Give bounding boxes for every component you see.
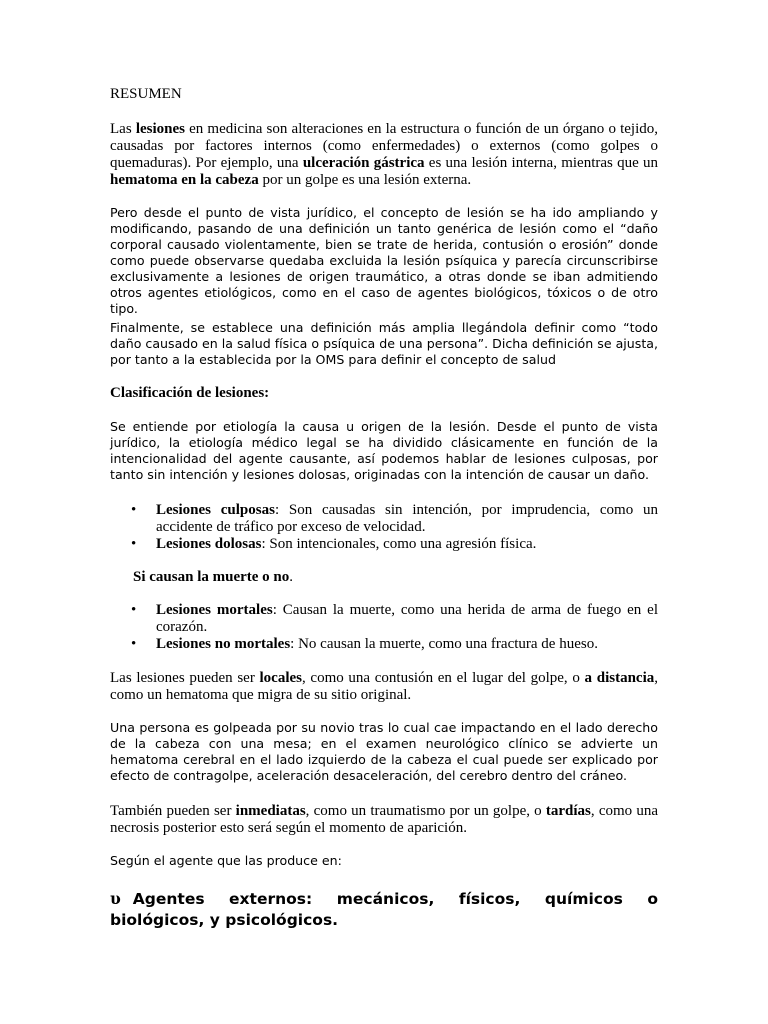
bold-term: locales [259,670,302,686]
bullet-icon: • [131,502,137,518]
text-run: Las lesiones pueden ser [110,670,260,686]
list-item [110,502,658,536]
bold-term: Lesiones culposas [156,502,275,518]
external-agents-text: Agentes externos: mecánicos, físicos, químicos o biológicos, y psicológicos. [110,890,658,929]
upsilon-bullet-icon: υ [110,889,121,908]
text-run: por un golpe es una lesión externa. [258,172,472,188]
timing-paragraph [110,803,658,837]
bullet-icon: • [131,636,137,652]
list-item [110,602,658,636]
text-run: , como un traumatismo por un golpe, o [305,803,546,819]
bold-term: Lesiones dolosas [156,536,262,552]
list-item-text: : Son causadas sin intención, por imprudencia, como un accidente de tráfico por exceso de velocidad. [156,502,658,535]
bold-term: hematoma en la cabeza [110,172,259,188]
text-run: es una lesión interna, mientras que un [424,155,659,171]
etiology-paragraph: Se entiende por etiología la causa u origen de la lesión. Desde el punto de vista jurídico, la etiología médico legal se ha dividido clásicamente en función de la intencionalidad del agente causante, así podemos hablar de lesiones culposas, por tanto sin intención y lesiones dolosas, originadas con la intención de causar un daño. [110,419,658,482]
bold-term: Lesiones no mortales [156,636,291,652]
intro-paragraph [110,121,658,189]
text-run: También pueden ser [110,803,236,819]
list-item-text: : Son intencionales, como una agresión física. [261,536,537,552]
mortality-list [110,602,658,653]
bold-term: tardías [545,803,591,819]
bullet-icon: • [131,602,137,618]
list-item-text: : Causan la muerte, como una herida de arma de fuego en el corazón. [156,602,658,635]
location-paragraph [110,670,658,704]
text-run: Las [110,121,136,137]
agent-intro-paragraph: Según el agente que las produce en: [110,853,342,868]
bold-term: a distancia [584,670,655,686]
case-example-paragraph: Una persona es golpeada por su novio tras lo cual cae impactando en el lado derecho de la cabeza con una mesa; en el examen neurológico clínico se advierte un hematoma cerebral en el lado izquierdo de la cabeza el cual puede ser explicado por efecto de contragolpe, aceleración desaceleración, del cerebro dentro del cráneo. [110,720,658,783]
legal-definition-paragraph: Pero desde el punto de vista jurídico, el concepto de lesión se ha ido ampliando y modificando, pasando de una definición un tanto genérica de lesión como el “daño corporal causado violentamente, bien se trate de herida, contusión o erosión” donde como puede observarse quedaba excluida la lesión psíquica y parecía circunscribirse exclusivamente a lesiones de origen traumático, a otras donde se iban admitiendo otros agentes etiológicos, como en el caso de agentes biológicos, tóxicos o de otro tipo. [110,205,658,316]
subheading [133,569,293,586]
list-item [110,636,658,653]
bold-term: lesiones [135,121,185,137]
list-item-text: : No causan la muerte, como una fractura de hueso. [290,636,598,652]
text-run: en medicina son alteraciones en la estructura o función de un órgano o tejido, causadas por factores internos (como enfermedades) o externos (como golpes o quemaduras). Por ejemplo, una [110,121,658,171]
text-run: , como una necrosis posterior esto será según el momento de aparición. [110,803,658,836]
document-title: RESUMEN [110,86,182,102]
text-run: , como un hematoma que migra de su sitio original. [110,670,658,703]
bold-term: Lesiones mortales [156,602,273,618]
subheading-text: Si causan la muerte o no [133,569,290,585]
list-item [110,536,658,553]
bold-term: ulceración gástrica [302,155,425,171]
bullet-icon: • [131,536,137,552]
final-definition-paragraph: Finalmente, se establece una definición más amplia llegándola definir como “todo daño causado en la salud física o psíquica de una persona”. Dicha definición se ajusta, por tanto a la establecida por la OMS para definir el concepto de salud [110,320,658,367]
text-run: , como una contusión en el lugar del golpe, o [302,670,585,686]
intent-list [110,502,658,553]
external-agents-heading [110,888,658,931]
subheading-period: . [289,569,294,585]
bold-term: inmediatas [235,803,306,819]
section-heading: Clasificación de lesiones: [110,385,270,401]
